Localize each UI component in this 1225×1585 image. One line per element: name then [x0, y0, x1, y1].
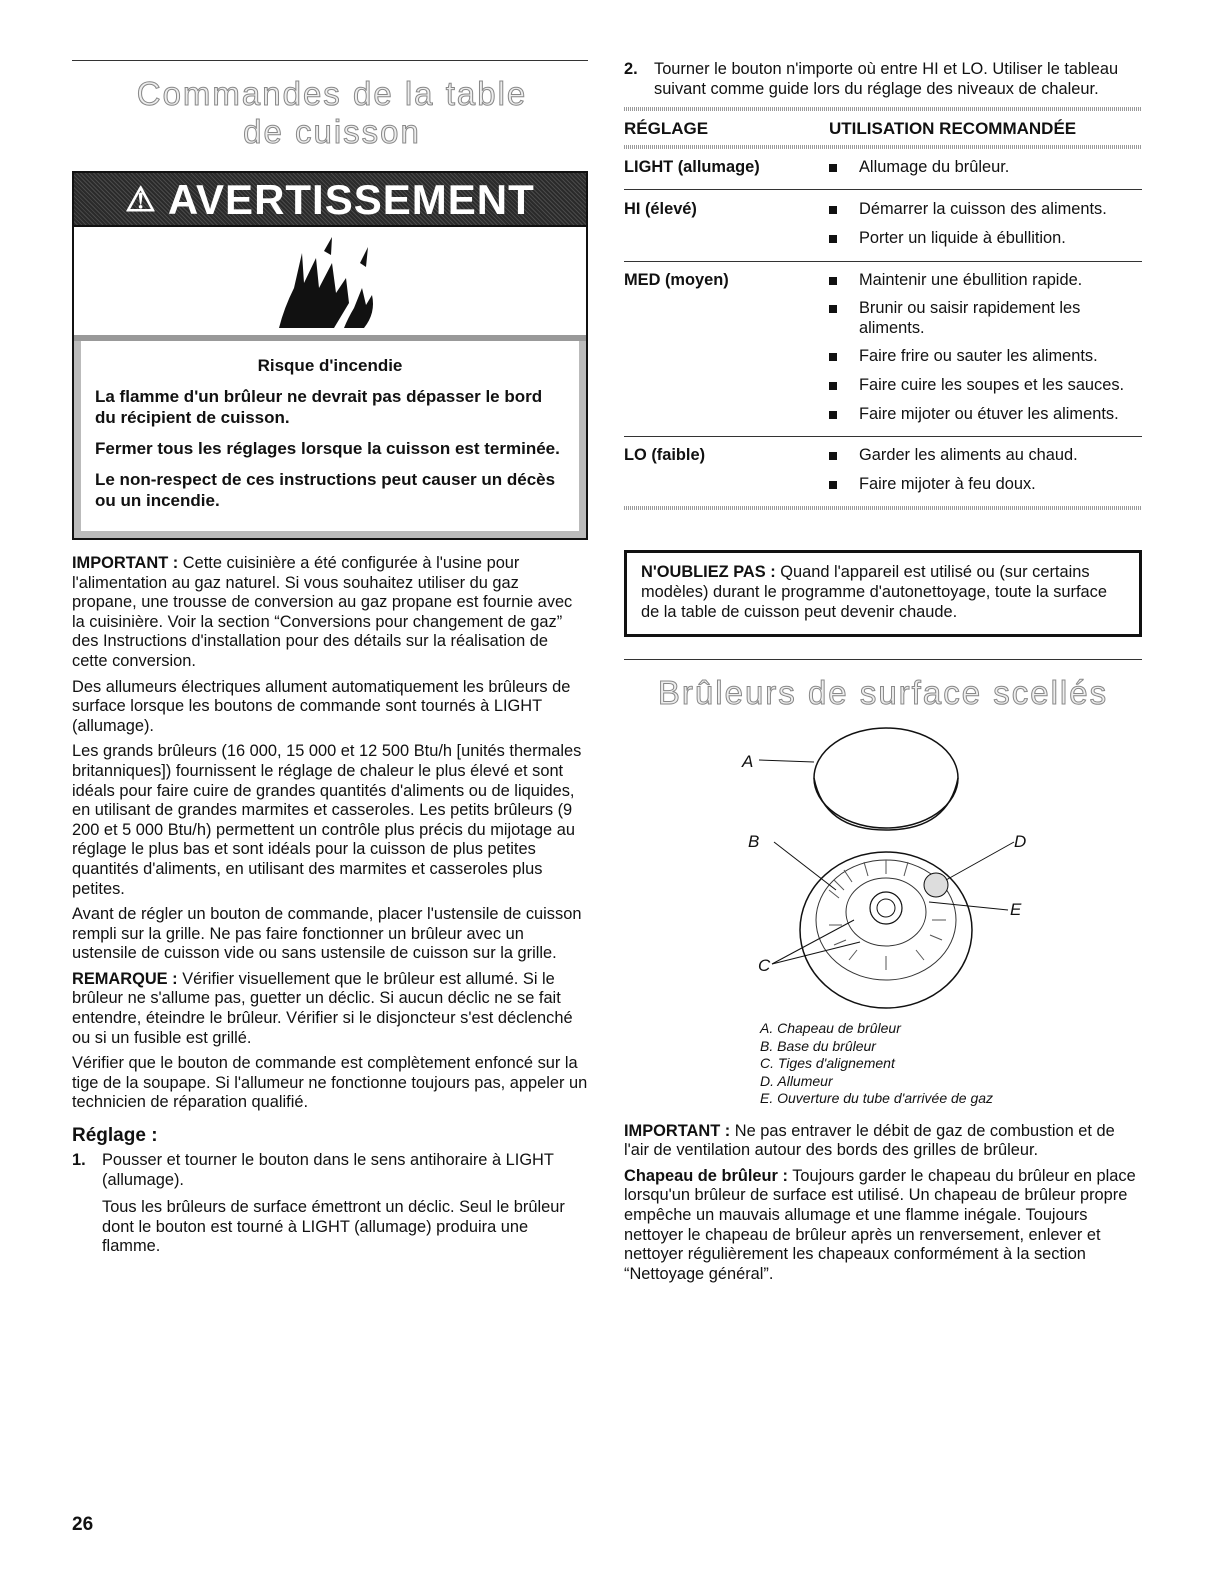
use-item: Garder les aliments au chaud. [829, 446, 1142, 466]
caption: C. Tiges d'alignement [760, 1055, 895, 1072]
paragraph: Vérifier que le bouton de commande est complètement enfoncé sur la tige de la soupape. Si l'allumeur ne fonctionne toujours pas, appeler un technicien de réparation qualifié. [72, 1054, 588, 1112]
label-a: A [742, 752, 754, 772]
left-column [72, 60, 588, 1265]
hazard-title: Risque d'incendie [257, 356, 403, 375]
label-b: B [748, 832, 760, 852]
burner-text [624, 1122, 1142, 1285]
section-rule [624, 659, 1142, 660]
warning-line: Fermer tous les réglages lorsque la cuisson est terminée. [95, 439, 560, 458]
table-row: LO (faible) Garder les aliments au chaud. Faire mijoter à feu doux. [624, 437, 1142, 506]
use-item: Allumage du brûleur. [829, 158, 1142, 178]
warning-line: La flamme d'un brûleur ne devrait pas dépasser le bord du récipient de cuisson. [95, 387, 543, 427]
use-item: Brunir ou saisir rapidement les aliments. [829, 299, 1142, 338]
right-column [624, 60, 1142, 1290]
use-item: Faire mijoter à feu doux. [829, 475, 1142, 495]
label-e: E [1010, 900, 1022, 920]
paragraph: Des allumeurs électriques allument automatiquement les brûleurs de surface lorsque les boutons de commande sont tournés à LIGHT (allumage). [72, 677, 571, 735]
heat-level-rows [624, 149, 1142, 507]
section-title: Commandes de la table de cuisson [136, 75, 528, 150]
caption: B. Base du brûleur [760, 1037, 876, 1054]
section-title-burners: Brûleurs de surface scellés [657, 674, 1109, 712]
table-rule [624, 506, 1142, 510]
warning-header [74, 173, 586, 225]
use-item: Démarrer la cuisson des aliments. [829, 200, 1142, 220]
caption: A. Chapeau de brûleur [760, 1020, 901, 1037]
use-item: Porter un liquide à ébullition. [829, 229, 1142, 249]
warning-line: Le non-respect de ces instructions peut causer un décès ou un incendie. [95, 470, 556, 510]
body-text [72, 554, 588, 1113]
fire-icon [74, 225, 586, 341]
caption: E. Ouverture du tube d'arrivée de gaz [760, 1090, 994, 1107]
warning-body [74, 341, 586, 538]
burner-base-illustration [800, 852, 972, 1008]
caption: D. Allumeur [760, 1072, 833, 1089]
burner-cap-illustration [814, 728, 958, 830]
diagram-legend [760, 1020, 1142, 1108]
step-1: 1. Pousser et tourner le bouton dans le sens antihoraire à LIGHT (allumage). Tous les brûleurs de surface émettront un déclic. Seul le brûleur dont le bouton est tourné à LIGHT (allumage) produira une flamme. [72, 1151, 565, 1256]
reminder-box: N'OUBLIEZ PAS : Quand l'appareil est utilisé ou (sur certains modèles) durant le programme d'autonettoyage, toute la surface de la table de cuisson peut devenir chaude. [624, 550, 1142, 637]
use-item: Faire cuire les soupes et les sauces. [829, 376, 1142, 396]
paragraph: Les grands brûleurs (16 000, 15 000 et 12 500 Btu/h [unités thermales britanniques]) fournissent le réglage de chaleur le plus élevé et sont idéals pour faire cuire de grandes quantités d'aliments ou de liquides, en utilisant de grandes marmites et casseroles. Les petits brûleurs (9 200 et 5 000 Btu/h) permettent un contrôle plus précis du mijotage au réglage le plus bas et sont idéals pour la cuisson de plus petites quantités d'aliments, en utilisant des marmites et casseroles plus petites. [72, 742, 582, 898]
paragraph: REMARQUE : Vérifier visuellement que le brûleur est allumé. Si le brûleur ne s'allume pas, guetter un déclic. Si aucun déclic ne se fait entendre, éteindre le brûleur. Vérifier si le disjoncteur s'est déclenché ou si un fusible est grillé. [72, 969, 573, 1047]
warning-box [72, 171, 588, 540]
paragraph: IMPORTANT : Cette cuisinière a été configurée à l'usine pour l'alimentation au gaz naturel. Si vous souhaitez utiliser du gaz propane, une trousse de conversion au gaz propane est fournie avec la cuisinière. Voir la section “Conversions pour changement de gaz” des Instructions d'installation pour des détails sur la réalisation de cette conversion. [72, 554, 573, 670]
use-item: Faire mijoter ou étuver les aliments. [829, 405, 1142, 425]
page-number: 26 [72, 1514, 94, 1535]
warning-triangle-icon: ⚠ [125, 181, 157, 219]
table-row: HI (élevé) Démarrer la cuisson des aliments. Porter un liquide à ébullition. [624, 190, 1142, 261]
label-d: D [1014, 832, 1027, 852]
reglage-heading: Réglage : [72, 1125, 158, 1147]
use-item: Maintenir une ébullition rapide. [829, 271, 1142, 291]
heat-level-table [624, 111, 1142, 145]
table-header: RÉGLAGE UTILISATION RECOMMANDÉE [624, 119, 1077, 139]
paragraph: IMPORTANT : Ne pas entraver le débit de gaz de combustion et de l'air de ventilation autour des bords des grilles de brûleur. [624, 1121, 1115, 1160]
use-item: Faire frire ou sauter les aliments. [829, 347, 1142, 367]
label-c: C [758, 956, 771, 976]
step-2: 2. Tourner le bouton n'importe où entre HI et LO. Utiliser le tableau suivant comme guide lors du réglage des niveaux de chaleur. [624, 60, 1119, 98]
burner-diagram [624, 720, 1142, 1020]
table-row: MED (moyen) Maintenir une ébullition rapide. Brunir ou saisir rapidement les aliments. Faire frire ou sauter les aliments. Faire cuire les soupes et les sauces. Faire mijoter ou étuver les aliments. [624, 262, 1142, 437]
paragraph: Chapeau de brûleur : Toujours garder le chapeau du brûleur en place lorsqu'un brûleur de surface est utilisé. Un chapeau de brûleur propre empêche un mauvais allumage et une flamme inégale. Toujours nettoyer le chapeau de brûleur après un renversement, enlever et nettoyer régulièrement les chapeaux conformément à la section “Nettoyage général”. [624, 1166, 1136, 1283]
section-rule [72, 60, 588, 61]
paragraph: Avant de régler un bouton de commande, placer l'ustensile de cuisson rempli sur la grille. Ne pas faire fonctionner un brûleur avec un ustensile de cuisson vide ou sans ustensile de cuisson sur la grille. [72, 905, 582, 963]
warning-title: AVERTISSEMENT [167, 176, 535, 223]
table-row: LIGHT (allumage) Allumage du brûleur. [624, 149, 1142, 190]
